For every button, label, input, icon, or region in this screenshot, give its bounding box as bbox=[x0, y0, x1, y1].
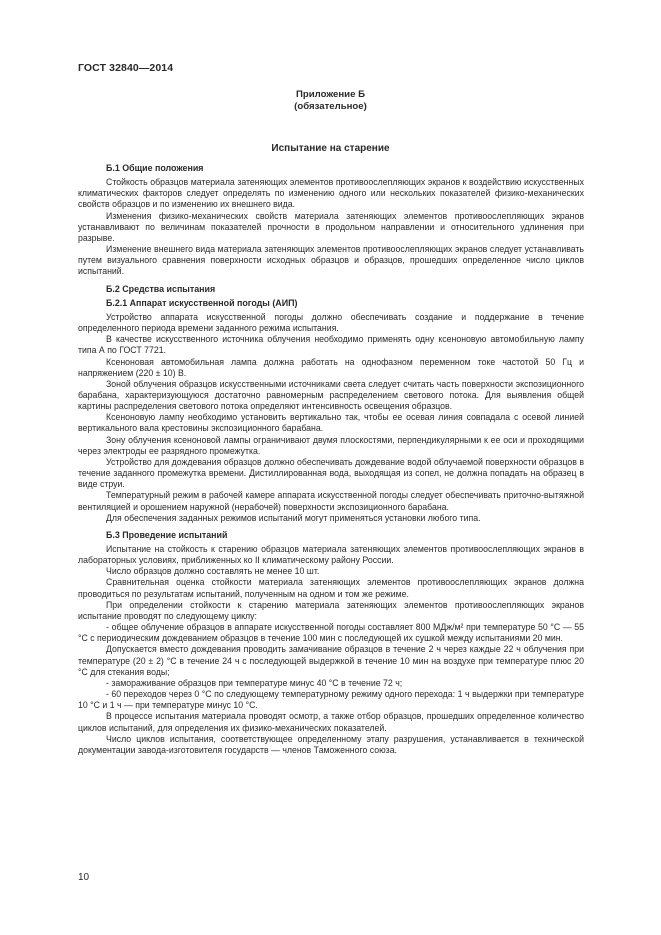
paragraph: Температурный режим в рабочей камере аппарата искусственной погоды следует обеспечивать приточно-вытяжной вентиляцией и орошением наружной (нерабочей) поверхности экспозиционного барабана. bbox=[78, 490, 584, 512]
paragraph: Устройство аппарата искусственной погоды должно обеспечивать создание и поддержание в течение определенного периода времени заданного режима испытания. bbox=[78, 311, 584, 334]
paragraph: Зоной облучения образцов искусственными источниками света следует считать часть поверхности экспозиционного барабана, характеризующуюся достаточно равномерным распределением светового потока. Для выявления общей картины распределения светового потока определяют интенсивность освещения образцов. bbox=[78, 378, 584, 412]
paragraph: Сравнительная оценка стойкости материала затеняющих элементов противоослепляющих экранов должна проводиться по результатам испытаний, полученным на одном и том же режиме. bbox=[78, 577, 584, 599]
paragraph: При определении стойкости к старению материала затеняющих элементов противоослепляющих экранов испытание проводят по следующему циклу: bbox=[78, 599, 584, 621]
paragraph: Допускается вместо дождевания проводить замачивание образцов в течение 2 ч через каждые 22 ч облучения при температуре (20 ± 2) °С в течение 24 ч с последующей выдержкой в течение 10 мин на воздухе при температуре плюс 20 °С для стекания воды; bbox=[78, 644, 584, 677]
standard-header: ГОСТ 32840—2014 bbox=[78, 62, 174, 74]
paragraph: Стойкость образцов материала затеняющих элементов противоослепляющих экранов к воздействию искусственных климатических факторов следует определять по изменению одного или нескольких показателей физико-механических свойств образцов и по изменению их внешнего вида. bbox=[78, 177, 584, 210]
paragraph: В качестве искусственного источника облучения необходимо применять одну ксеноновую автомобильную лампу типа А по ГОСТ 7721. bbox=[78, 334, 584, 356]
paragraph: Изменения физико-механических свойств материала затеняющих элементов противоослепляющих экранов устанавливают по величинам показателей прочности в продольном направлении и относительного удлинения при разрыве. bbox=[78, 210, 584, 243]
paragraph: В процессе испытания материала проводят осмотр, а также отбор образцов, прошедших определенное количество циклов испытаний, для определения их физико-механических показателей. bbox=[78, 711, 584, 733]
list-item: - замораживание образцов при температуре минус 40 °С в течение 72 ч; bbox=[106, 677, 403, 688]
paragraph: Ксеноновая автомобильная лампа должна работать на однофазном переменном токе частотой 50 Гц и напряжением (220 ± 10) В. bbox=[78, 356, 584, 378]
paragraph: Число образцов должно составлять не менее 10 шт. bbox=[106, 566, 320, 577]
section-heading: Б.3 Проведение испытаний bbox=[106, 529, 228, 540]
list-item: - 60 переходов через 0 °С по следующему температурному режиму одного перехода: 1 ч выдержки при температуре 10 °С и 1 ч — при температуре минус 10 °С. bbox=[78, 689, 584, 711]
subsection-heading: Б.2.1 Аппарат искусственной погоды (АИП) bbox=[106, 297, 298, 308]
paragraph: Для обеспечения заданных режимов испытаний могут применяться установки любого типа. bbox=[106, 512, 481, 523]
paragraph: Число циклов испытания, соответствующее определенному этапу разрушения, устанавливается в технической документации завода-изготовителя государств — членов Таможенного союза. bbox=[78, 733, 584, 755]
paragraph: Зону облучения ксеноновой лампы ограничивают двумя плоскостями, перпендикулярными к ее оси и проходящими через электроды ее разрядного промежутка. bbox=[78, 434, 584, 456]
page-number: 10 bbox=[78, 872, 90, 883]
paragraph: Ксеноновую лампу необходимо установить вертикально так, чтобы ее осевая линия совпадала с осевой линией вертикального вала крестовины экспозиционного барабана. bbox=[78, 412, 584, 434]
appendix-status: (обязательное) bbox=[294, 101, 367, 112]
document-title: Испытание на старение bbox=[271, 143, 390, 154]
paragraph: Испытание на стойкость к старению образцов материала затеняющих элементов противоослепляющих экранов в лабораторных условиях, приближенных ко II климатическому району России. bbox=[78, 544, 584, 566]
section-heading: Б.2 Средства испытания bbox=[106, 283, 216, 294]
list-item: - общее облучение образцов в аппарате искусственной погоды составляет 800 МДж/м² при температуре 50 °С — 55 °С с периодическим дождеванием образцов в течение 100 мин с последующей их сушкой между испытаниями 20 мин. bbox=[78, 622, 584, 644]
document-body bbox=[78, 163, 584, 756]
appendix-title: Приложение Б bbox=[296, 89, 365, 100]
paragraph: Устройство для дождевания образцов должно обеспечивать дождевание водой облучаемой поверхности образцов в течение заданного промежутка времени. Дистиллированная вода, выходящая из сопел, не должна попадать на образец в виде струи. bbox=[78, 456, 584, 490]
paragraph: Изменение внешнего вида материала затеняющих элементов противоослепляющих экранов следует устанавливать путем визуального сравнения поверхности исходных образцов и образцов, прошедших определенное число циклов испытаний. bbox=[78, 244, 584, 277]
section-heading: Б.1 Общие положения bbox=[106, 163, 204, 173]
